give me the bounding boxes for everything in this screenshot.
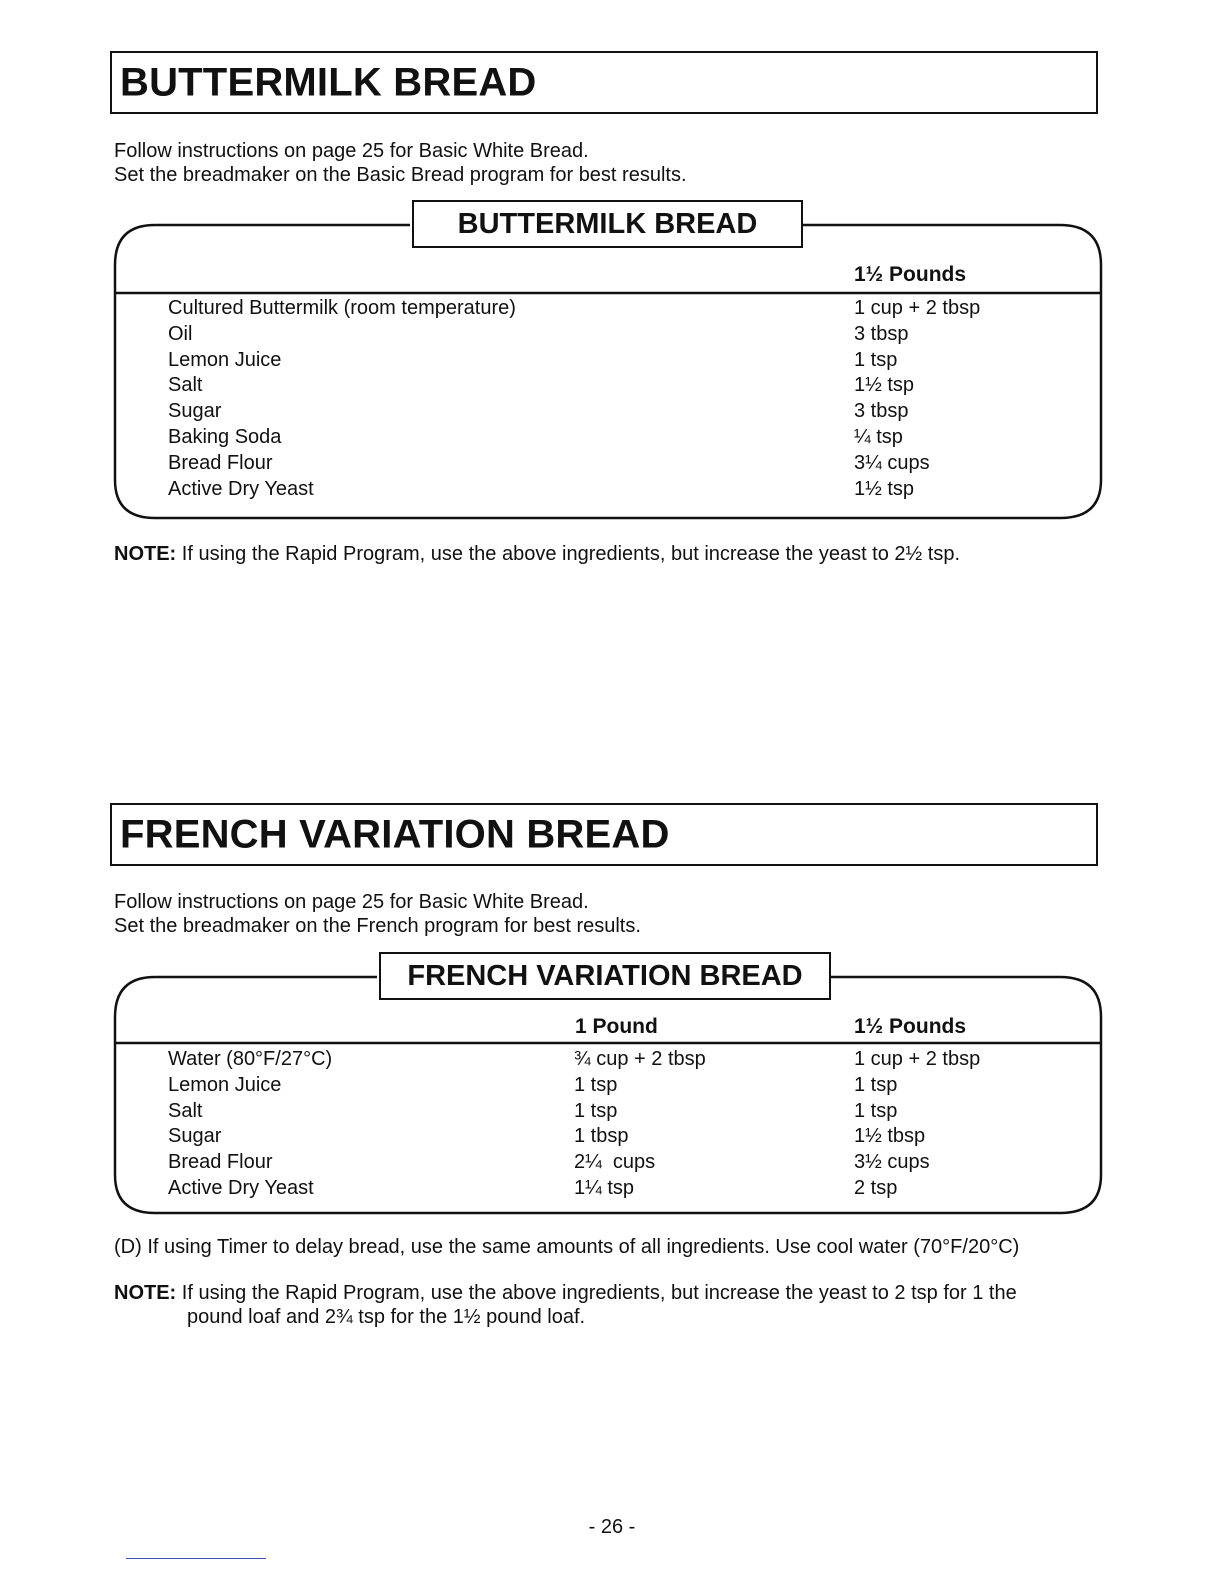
ingredient-amount-1-5-pounds: 2 tsp — [854, 1176, 898, 1199]
page-number: - 26 - — [588, 1516, 636, 1538]
ingredient-amount-1-5-pounds: 1 tsp — [854, 1073, 898, 1096]
ingredient-amount-1-pound: 1¼ tsp — [574, 1176, 635, 1199]
french-title: FRENCH VARIATION BREAD — [120, 812, 670, 856]
ingredient-name: Cultured Buttermilk (room temperature) — [168, 297, 516, 319]
buttermilk-title: BUTTERMILK BREAD — [120, 60, 537, 104]
ingredient-name: Bread Flour — [168, 1151, 273, 1174]
ingredient-amount: 1 cup + 2 tbsp — [854, 297, 981, 319]
ingredient-name: Bread Flour — [168, 451, 273, 474]
ingredient-amount: 3 tbsp — [854, 400, 909, 423]
french-col1-header: 1 Pound — [575, 1015, 658, 1038]
ingredient-amount: 3 tbsp — [854, 322, 909, 345]
ingredient-name: Sugar — [168, 1125, 222, 1148]
ingredient-name: Lemon Juice — [168, 1073, 282, 1096]
french-intro-line-2: Set the breadmaker on the French program for best results. — [114, 915, 641, 937]
ingredient-name: Sugar — [168, 400, 222, 423]
ingredient-amount: 3¼ cups — [854, 451, 930, 474]
ingredient-amount-1-pound: 1 tsp — [574, 1099, 618, 1122]
ingredient-name: Salt — [168, 1099, 203, 1122]
ingredient-amount-1-pound: 1 tbsp — [574, 1125, 629, 1148]
ingredient-name: Baking Soda — [168, 425, 282, 448]
ingredient-amount-1-5-pounds: 1½ tbsp — [854, 1125, 926, 1148]
note-text: If using the Rapid Program, use the above ingredients, but increase the yeast to 2½ tsp. — [176, 543, 961, 565]
ingredient-amount: 1½ tsp — [854, 374, 915, 397]
note-text: If using the Rapid Program, use the above ingredients, but increase the yeast to 2 tsp for 1 the — [176, 1282, 1017, 1304]
ingredient-amount-1-5-pounds: 1 tsp — [854, 1099, 898, 1122]
footer-rule — [126, 1558, 266, 1559]
note-label: NOTE: — [114, 1282, 177, 1304]
ingredient-name: Active Dry Yeast — [168, 1176, 314, 1199]
ingredient-amount: 1½ tsp — [854, 477, 915, 500]
note-label: NOTE: — [114, 543, 177, 565]
french-col2-header: 1½ Pounds — [854, 1015, 967, 1038]
ingredient-name: Lemon Juice — [168, 348, 282, 371]
buttermilk-intro-line-1: Follow instructions on page 25 for Basic White Bread. — [114, 140, 589, 162]
ingredient-name: Salt — [168, 374, 203, 397]
french-table-title: FRENCH VARIATION BREAD — [407, 959, 803, 992]
ingredient-amount: 1 tsp — [854, 348, 898, 371]
french-table-tab — [379, 952, 831, 1000]
ingredient-amount-1-pound: 2¼ cups — [574, 1151, 656, 1174]
ingredient-amount: ¼ tsp — [854, 425, 903, 448]
buttermilk-table-title: BUTTERMILK BREAD — [457, 207, 758, 240]
ingredient-amount-1-5-pounds: 3½ cups — [854, 1151, 930, 1174]
french-timer-note: (D) If using Timer to delay bread, use the same amounts of all ingredients. Use cool water (70°F/20°C) — [114, 1236, 1020, 1258]
buttermilk-col-header: 1½ Pounds — [854, 263, 967, 286]
ingredient-amount-1-5-pounds: 1 cup + 2 tbsp — [854, 1048, 981, 1070]
ingredient-amount-1-pound: 1 tsp — [574, 1073, 618, 1096]
french-note-line-2: pound loaf and 2¾ tsp for the 1½ pound loaf. — [187, 1306, 586, 1328]
ingredient-name: Active Dry Yeast — [168, 477, 314, 500]
french-note — [114, 1281, 1017, 1329]
ingredient-amount-1-pound: ¾ cup + 2 tbsp — [574, 1048, 706, 1070]
buttermilk-intro-line-2: Set the breadmaker on the Basic Bread program for best results. — [114, 164, 687, 186]
french-intro-line-1: Follow instructions on page 25 for Basic White Bread. — [114, 891, 589, 913]
ingredient-name: Oil — [168, 322, 193, 345]
ingredient-name: Water (80°F/27°C) — [168, 1048, 333, 1070]
french-note-line-1 — [114, 1281, 1017, 1305]
